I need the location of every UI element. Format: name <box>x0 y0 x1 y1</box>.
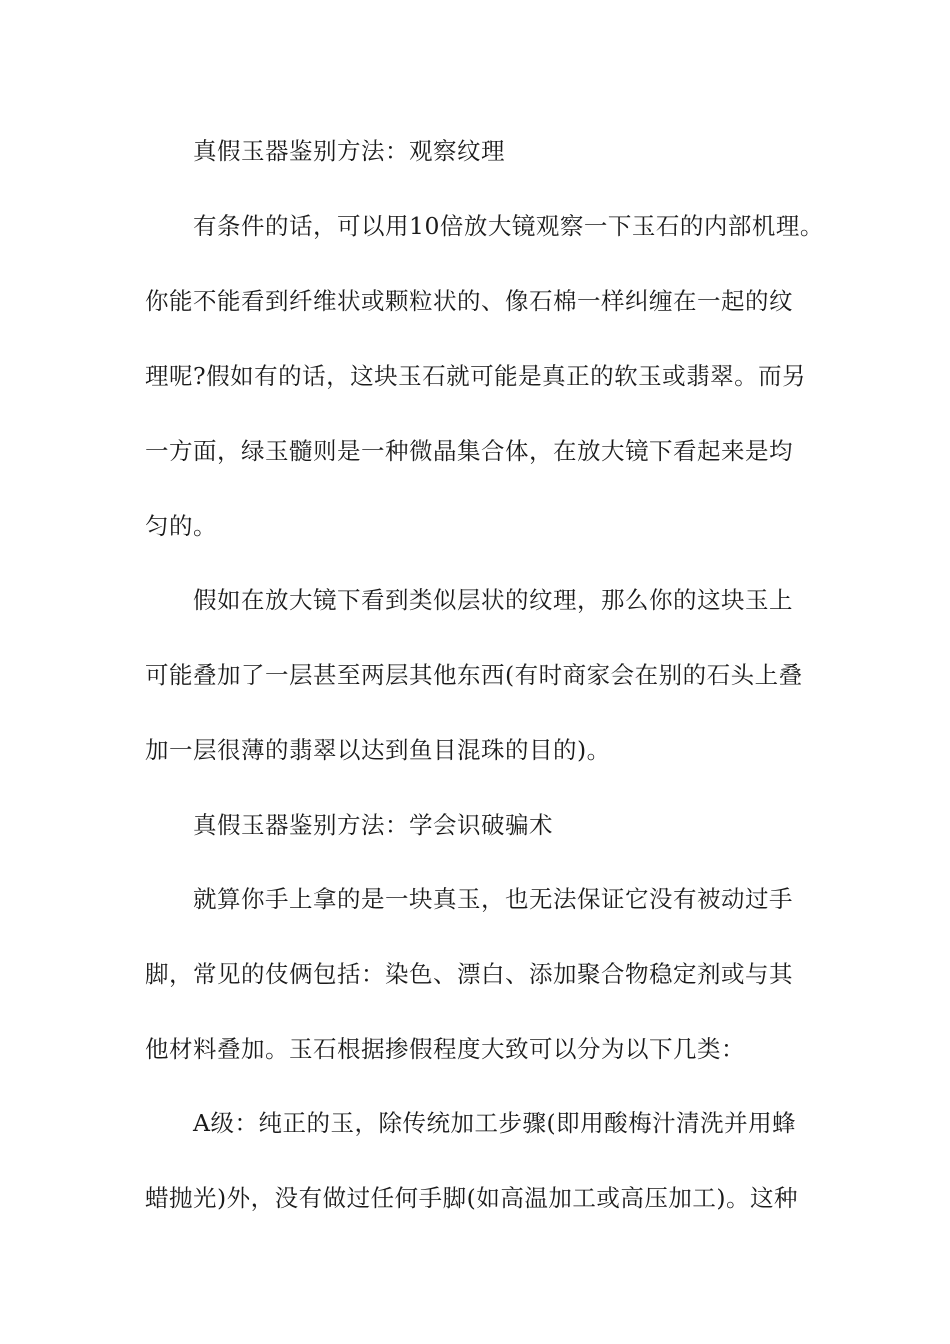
paragraph-line: A级：纯正的玉，除传统加工步骤(即用酸梅汁清洗并用蜂 <box>193 1109 797 1137</box>
paragraph-line: 有条件的话，可以用10倍放大镜观察一下玉石的内部机理。 <box>193 212 824 240</box>
paragraph-line: 匀的。 <box>145 512 217 540</box>
paragraph-line: 加一层很薄的翡翠以达到鱼目混珠的目的)。 <box>145 736 611 764</box>
paragraph-line: 一方面，绿玉髓则是一种微晶集合体，在放大镜下看起来是均 <box>145 437 793 465</box>
paragraph-line: 蜡抛光)外，没有做过任何手脚(如高温加工或高压加工)。这种 <box>145 1184 799 1212</box>
paragraph-line: 可能叠加了一层甚至两层其他东西(有时商家会在别的石头上叠 <box>145 661 803 689</box>
paragraph-line: 你能不能看到纤维状或颗粒状的、像石棉一样纠缠在一起的纹 <box>145 287 793 315</box>
paragraph-line: 就算你手上拿的是一块真玉，也无法保证它没有被动过手 <box>193 885 793 913</box>
section-heading-texture: 真假玉器鉴别方法：观察纹理 <box>193 137 505 165</box>
paragraph-line: 脚，常见的伎俩包括：染色、漂白、添加聚合物稳定剂或与其 <box>145 960 793 988</box>
paragraph-line: 他材料叠加。玉石根据掺假程度大致可以分为以下几类： <box>145 1035 745 1063</box>
section-heading-scams: 真假玉器鉴别方法：学会识破骗术 <box>193 811 553 839</box>
paragraph-line: 假如在放大镜下看到类似层状的纹理，那么你的这块玉上 <box>193 586 793 614</box>
paragraph-line: 理呢?假如有的话，这块玉石就可能是真正的软玉或翡翠。而另 <box>145 362 807 390</box>
